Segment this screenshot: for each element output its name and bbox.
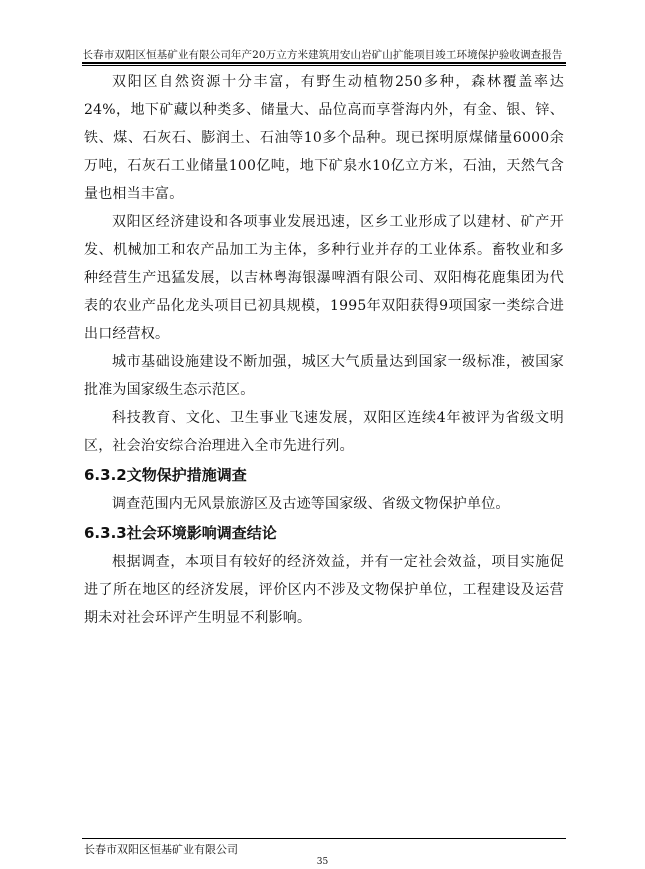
document-body [84, 68, 564, 632]
header-divider-thick [82, 62, 566, 64]
page-header-title: 长春市双阳区恒基矿业有限公司年产20万立方米建筑用安山岩矿山扩能项目竣工环境保护验收调查报告 [82, 49, 563, 61]
paragraph-economic-development: 双阳区经济建设和各项事业发展迅速，区乡工业形成了以建材、矿产开发、机械加工和农产品加工为主体，多种行业并存的工业体系。畜牧业和多种经营生产迅猛发展，以吉林粤海银瀑啤酒有限公司、双阳梅花鹿集团为代表的农业产品化龙头项目已初具规模，1995年双阳获得9项国家一类综合进出口经营权。 [84, 214, 564, 342]
header-divider-thin [82, 65, 566, 66]
paragraph-natural-resources: 双阳区自然资源十分丰富，有野生动植物250多种，森林覆盖率达24%，地下矿藏以种类多、储量大、品位高而享誉海内外，有金、银、锌、铁、煤、石灰石、膨润土、石油等10多个品种。现已探明原煤储量6000余万吨，石灰石工业储量100亿吨，地下矿泉水10亿立方米，石油，天然气含量也相当丰富。 [84, 74, 564, 202]
paragraph-social-impact-conclusion: 根据调查，本项目有较好的经济效益，并有一定社会效益，项目实施促进了所在地区的经济发展，评价区内不涉及文物保护单位，工程建设及运营期未对社会环评产生明显不利影响。 [84, 554, 564, 626]
section-heading-6-3-3: 6.3.3社会环境影响调查结论 [84, 524, 277, 542]
footer-divider [82, 838, 566, 839]
footer-company-name: 长春市双阳区恒基矿业有限公司 [84, 843, 238, 856]
paragraph-education-culture: 科技教育、文化、卫生事业飞速发展，双阳区连续4年被评为省级文明区，社会治安综合治理进入全市先进行列。 [84, 410, 564, 454]
paragraph-infrastructure: 城市基础设施建设不断加强，城区大气质量达到国家一级标准，被国家批准为国家级生态示范区。 [84, 354, 564, 398]
paragraph-cultural-relics: 调查范围内无风景旅游区及古迹等国家级、省级文物保护单位。 [112, 496, 510, 512]
page-number: 35 [316, 857, 329, 867]
section-heading-6-3-2: 6.3.2文物保护措施调查 [84, 466, 247, 484]
